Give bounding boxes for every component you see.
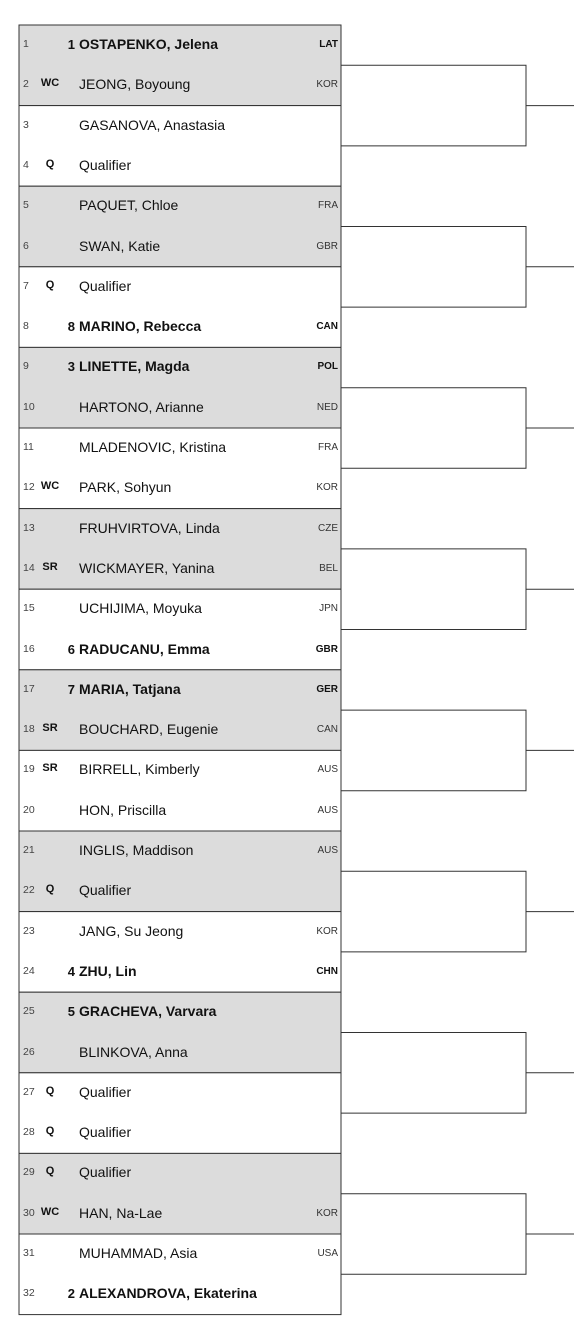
player-name: Qualifier bbox=[79, 882, 132, 899]
seed-number: 2 bbox=[67, 1286, 75, 1302]
draw-position: 28 bbox=[23, 1126, 35, 1139]
player-name: OSTAPENKO, Jelena bbox=[79, 36, 219, 52]
seed-number: 3 bbox=[67, 359, 75, 375]
country-code: JPN bbox=[319, 603, 338, 615]
draw-position: 18 bbox=[23, 723, 35, 736]
draw-position: 16 bbox=[23, 642, 35, 655]
draw-row[interactable] bbox=[19, 1153, 341, 1193]
player-name: JEONG, Boyoung bbox=[79, 76, 191, 93]
draw-position: 9 bbox=[23, 360, 29, 373]
draw-row[interactable] bbox=[19, 106, 341, 146]
country-code: AUS bbox=[317, 804, 338, 816]
draw-position: 31 bbox=[23, 1247, 35, 1259]
player-name: MARIA, Tatjana bbox=[79, 680, 181, 697]
player-name: HON, Priscilla bbox=[79, 801, 167, 818]
draw-position: 10 bbox=[23, 400, 35, 413]
entry-tag: Q bbox=[45, 278, 55, 291]
seed-number: 8 bbox=[67, 319, 75, 335]
draw-row[interactable] bbox=[19, 186, 341, 226]
entry-tag: SR bbox=[42, 722, 58, 735]
country-code: KOR bbox=[316, 1207, 338, 1219]
draw-row[interactable] bbox=[19, 1194, 341, 1234]
draw-position: 19 bbox=[23, 763, 35, 776]
draw-row[interactable] bbox=[19, 227, 341, 267]
seed-number: 4 bbox=[67, 963, 75, 979]
country-code: NED bbox=[316, 401, 338, 413]
country-code: FRA bbox=[318, 442, 338, 453]
country-code: KOR bbox=[316, 79, 338, 91]
draw-row[interactable] bbox=[19, 952, 341, 992]
country-code: POL bbox=[317, 361, 338, 373]
player-name: FRUHVIRTOVA, Linda bbox=[79, 519, 220, 536]
entry-tag: Q bbox=[45, 157, 55, 170]
draw-row[interactable] bbox=[19, 871, 341, 911]
draw-position: 26 bbox=[23, 1045, 35, 1058]
draw-row[interactable] bbox=[19, 388, 341, 428]
player-name: ZHU, Lin bbox=[79, 962, 137, 979]
draw-row[interactable] bbox=[19, 1274, 341, 1314]
draw-row[interactable] bbox=[19, 750, 341, 790]
country-code: CHN bbox=[316, 965, 338, 977]
draw-position: 25 bbox=[23, 1005, 35, 1018]
player-name: BIRRELL, Kimberly bbox=[79, 761, 200, 778]
draw-position: 22 bbox=[23, 884, 35, 897]
player-name: GRACHEVA, Varvara bbox=[79, 1003, 217, 1020]
country-code: AUS bbox=[317, 845, 338, 856]
draw-position: 1 bbox=[23, 38, 29, 50]
draw-position: 7 bbox=[23, 279, 29, 292]
draw-row[interactable] bbox=[19, 791, 341, 831]
draw-row[interactable] bbox=[19, 1033, 341, 1073]
draw-row[interactable] bbox=[19, 1073, 341, 1113]
draw-position: 29 bbox=[23, 1166, 35, 1179]
player-name: HARTONO, Arianne bbox=[79, 398, 204, 415]
player-name: MLADENOVIC, Kristina bbox=[79, 439, 227, 455]
draw-position: 6 bbox=[23, 239, 29, 252]
player-name: MUHAMMAD, Asia bbox=[79, 1245, 198, 1261]
player-name: INGLIS, Maddison bbox=[79, 842, 194, 858]
entry-tag: Q bbox=[45, 883, 55, 896]
player-name: Qualifier bbox=[79, 277, 132, 294]
country-code: CAN bbox=[316, 724, 338, 736]
draw-row[interactable] bbox=[19, 589, 341, 629]
player-name: BOUCHARD, Eugenie bbox=[79, 721, 219, 738]
country-code: KOR bbox=[316, 925, 338, 937]
player-name: SWAN, Katie bbox=[79, 237, 161, 254]
entry-tag: Q bbox=[45, 1084, 55, 1097]
draw-row[interactable] bbox=[19, 307, 341, 347]
draw-position: 11 bbox=[23, 441, 34, 453]
player-name: PARK, Sohyun bbox=[79, 479, 172, 496]
draw-row[interactable] bbox=[19, 1234, 341, 1274]
draw-position: 24 bbox=[23, 964, 35, 977]
country-code: CAN bbox=[316, 321, 338, 333]
player-name: PAQUET, Chloe bbox=[79, 197, 179, 214]
draw-position: 15 bbox=[23, 602, 35, 615]
player-name: Qualifier bbox=[79, 1083, 132, 1100]
draw-position: 13 bbox=[23, 521, 35, 534]
draw-row[interactable] bbox=[19, 65, 341, 105]
player-name: Qualifier bbox=[79, 156, 132, 173]
draw-position: 12 bbox=[23, 481, 35, 494]
country-code: AUS bbox=[317, 764, 338, 776]
entry-tag: WC bbox=[40, 77, 60, 90]
draw-position: 32 bbox=[23, 1287, 35, 1300]
draw-row[interactable] bbox=[19, 509, 341, 549]
draw-position: 30 bbox=[23, 1206, 35, 1219]
player-name: Qualifier bbox=[79, 1164, 132, 1181]
draw-position: 23 bbox=[23, 924, 35, 937]
country-code: GBR bbox=[316, 240, 338, 252]
draw-position: 2 bbox=[23, 78, 29, 91]
player-name: BLINKOVA, Anna bbox=[79, 1043, 188, 1060]
seed-number: 1 bbox=[67, 37, 75, 52]
draw-position: 21 bbox=[23, 844, 35, 856]
country-code: LAT bbox=[319, 39, 338, 50]
draw-position: 8 bbox=[23, 320, 29, 333]
player-name: Qualifier bbox=[79, 1124, 132, 1141]
player-name: GASANOVA, Anastasia bbox=[79, 116, 226, 133]
country-code: CZE bbox=[318, 522, 338, 534]
draw-position: 17 bbox=[23, 682, 35, 695]
draw-row[interactable] bbox=[19, 912, 341, 952]
seed-number: 7 bbox=[67, 681, 75, 697]
draw-row[interactable] bbox=[19, 428, 341, 468]
draw-row[interactable] bbox=[19, 468, 341, 508]
country-code: GBR bbox=[315, 643, 338, 655]
draw-position: 14 bbox=[23, 561, 35, 574]
entry-tag: Q bbox=[45, 1165, 55, 1178]
player-name: LINETTE, Magda bbox=[79, 358, 190, 375]
entry-tag: SR bbox=[42, 560, 58, 573]
country-code: USA bbox=[317, 1248, 338, 1259]
entry-tag: SR bbox=[42, 762, 58, 775]
draw-position: 20 bbox=[23, 803, 35, 816]
player-name: WICKMAYER, Yanina bbox=[79, 559, 215, 576]
player-name: HAN, Na-Lae bbox=[79, 1204, 163, 1221]
draw-row[interactable] bbox=[19, 831, 341, 871]
seed-number: 5 bbox=[67, 1004, 75, 1020]
draw-row[interactable] bbox=[19, 630, 341, 670]
draw-row[interactable] bbox=[19, 670, 341, 710]
draw-position: 3 bbox=[23, 118, 29, 131]
country-code: KOR bbox=[316, 482, 338, 494]
player-name: JANG, Su Jeong bbox=[79, 922, 184, 939]
country-code: GER bbox=[316, 683, 338, 695]
entry-tag: WC bbox=[40, 1205, 60, 1218]
draw-row[interactable] bbox=[19, 347, 341, 387]
draw-row[interactable] bbox=[19, 1113, 341, 1153]
draw-row[interactable] bbox=[19, 992, 341, 1032]
draw-row[interactable] bbox=[19, 267, 341, 307]
draw-position: 27 bbox=[23, 1085, 35, 1098]
seed-number: 6 bbox=[67, 641, 75, 657]
draw-row[interactable] bbox=[19, 710, 341, 750]
draw-position: 4 bbox=[23, 158, 29, 171]
player-name: ALEXANDROVA, Ekaterina bbox=[79, 1285, 257, 1302]
player-name: RADUCANU, Emma bbox=[79, 640, 210, 657]
draw-position: 5 bbox=[23, 199, 29, 212]
entry-tag: Q bbox=[45, 1125, 55, 1138]
player-name: MARINO, Rebecca bbox=[79, 318, 202, 335]
country-code: FRA bbox=[318, 200, 338, 212]
country-code: BEL bbox=[319, 562, 338, 574]
player-name: UCHIJIMA, Moyuka bbox=[79, 600, 202, 617]
entry-tag: WC bbox=[40, 480, 60, 493]
draw-row[interactable] bbox=[19, 549, 341, 589]
draw-row[interactable] bbox=[19, 25, 341, 65]
draw-row[interactable] bbox=[19, 146, 341, 186]
